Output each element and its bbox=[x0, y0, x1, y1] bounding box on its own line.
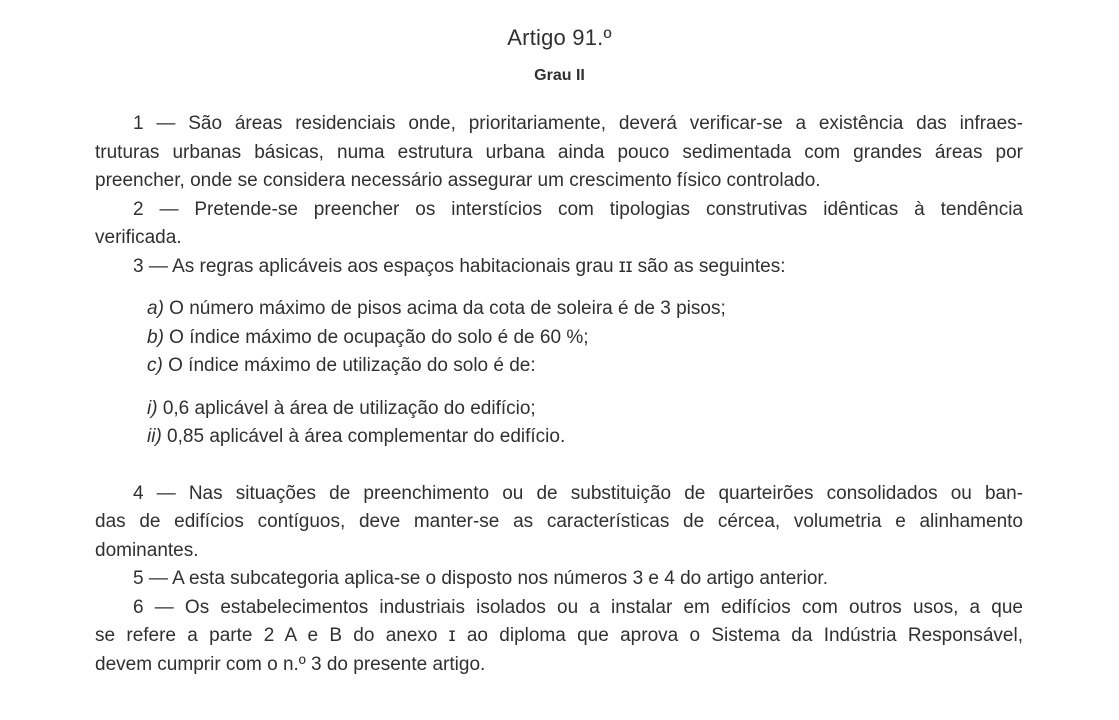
text-line: verificada. bbox=[95, 227, 182, 248]
item-marker: c) bbox=[147, 355, 163, 376]
text-line: b) O índice máximo de ocupação do solo é de 60 %; bbox=[147, 326, 589, 348]
text-line: 1 — São áreas residenciais onde, prioritariamente, deverá verificar-se a existência das infraes- bbox=[133, 113, 1023, 134]
text-line: 3 — As regras aplicáveis aos espaços habitacionais grau ɪɪ são as seguintes: bbox=[133, 255, 786, 277]
article-subtitle: Grau II bbox=[534, 67, 585, 84]
item-marker: ii) bbox=[147, 426, 162, 447]
item-marker: b) bbox=[147, 326, 164, 348]
spacer bbox=[95, 281, 1023, 295]
spacer bbox=[95, 452, 1023, 480]
text-line: se refere a parte 2 A e B do anexo ɪ ao diploma que aprova o Sistema da Indústria Responsável, bbox=[95, 625, 1023, 646]
text-line: 2 — Pretende-se preencher os interstícios com tipologias construtivas idênticas à tendência bbox=[133, 198, 1023, 220]
item-marker: a) bbox=[147, 298, 164, 319]
text-line: truturas urbanas básicas, numa estrutura urbana ainda pouco sedimentada com grandes áreas por bbox=[95, 141, 1023, 163]
article-title: Artigo 91.º bbox=[507, 25, 612, 50]
spacer bbox=[95, 381, 1023, 395]
text-line: das de edifícios contíguos, deve manter-se as características de cércea, volumetria e alinhamento bbox=[95, 511, 1023, 532]
text-line: 6 — Os estabelecimentos industriais isolados ou a instalar em edifícios com outros usos, a que bbox=[133, 596, 1023, 618]
text-line: a) O número máximo de pisos acima da cota de soleira é de 3 pisos; bbox=[147, 298, 726, 319]
text-line: 4 — Nas situações de preenchimento ou de substituição de quarteirões consolidados ou ban- bbox=[133, 482, 1023, 504]
text-line: dominantes. bbox=[95, 539, 199, 561]
text-line: i) 0,6 aplicável à área de utilização do edifício; bbox=[147, 397, 536, 419]
document-body bbox=[95, 110, 1023, 679]
text-line: c) O índice máximo de utilização do solo é de: bbox=[147, 355, 536, 376]
text-line: 5 — A esta subcategoria aplica-se o disposto nos números 3 e 4 do artigo anterior. bbox=[133, 568, 828, 589]
text-line: ii) 0,85 aplicável à área complementar do edifício. bbox=[147, 426, 566, 447]
item-marker: i) bbox=[147, 397, 158, 419]
text-line: preencher, onde se considera necessário assegurar um crescimento físico controlado. bbox=[95, 170, 821, 191]
text-line: devem cumprir com o n.º 3 do presente artigo. bbox=[95, 653, 486, 675]
